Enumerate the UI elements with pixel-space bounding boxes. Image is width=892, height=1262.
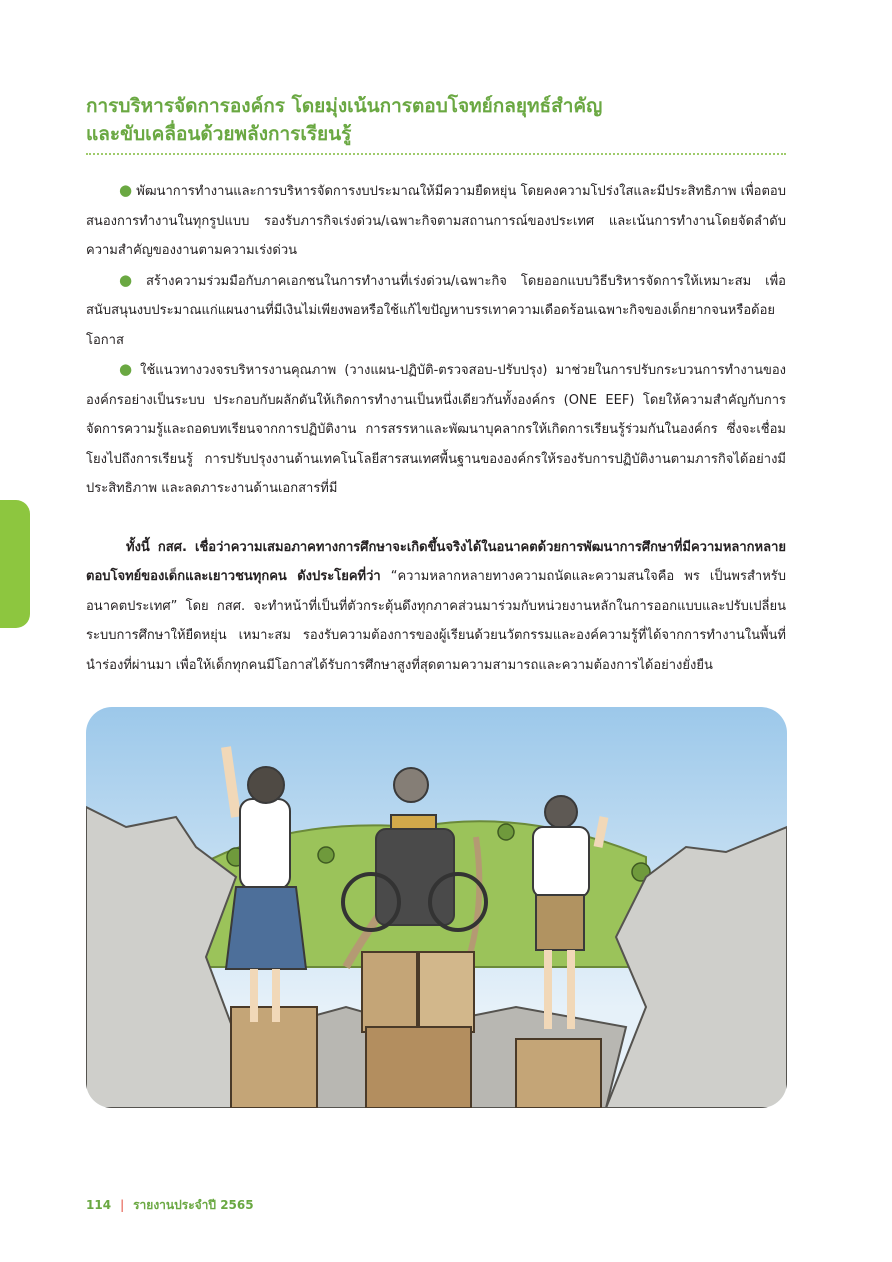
heading-line-2: และขับเคลื่อนด้วยพลังการเรียนรู้ xyxy=(86,123,352,145)
page-number: 114 xyxy=(86,1198,112,1212)
students-on-boxes-illustration xyxy=(86,707,787,1108)
side-tab-marker xyxy=(0,500,30,628)
bullet-paragraph-1 xyxy=(86,176,786,266)
green-bullet-icon: ● xyxy=(119,270,142,289)
page-footer xyxy=(86,1196,254,1215)
bullet-paragraph-2 xyxy=(86,266,786,356)
heading-line-1: การบริหารจัดการองค์กร โดยมุ่งเน้นการตอบโจทย์กลยุทธ์สำคัญ xyxy=(86,95,603,117)
bullet-text-2: สร้างความร่วมมือกับภาคเอกชนในการทำงานที่เร่งด่วน/เฉพาะกิจ โดยออกแบบวิธีบริหารจัดการให้เหมาะสม เพื่อสนับสนุนงบประมาณแก่แผนงานที่มีเงินไม่เพียงพอหรือใช้แก้ไขปัญหาบรรเทาความเดือดร้อนเฉพาะกิจของเด็กยากจนหรือด้อยโอกาส xyxy=(86,273,786,348)
footer-separator: | xyxy=(120,1198,125,1212)
closing-bold-lead: ทั้งนี้ กสศ. เชื่อว่าความเสมอภาคทางการศึกษาจะเกิดขึ้นจริงได้ในอนาคตด้วยการพัฒนาการศึกษาที่มีความหลากหลาย ตอบโจทย์ของเด็กและเยาวชนทุกคน ดังประโยคที่ว่า xyxy=(86,539,786,584)
closing-paragraph xyxy=(86,533,786,681)
green-bullet-icon: ● xyxy=(119,360,137,378)
body-text xyxy=(86,176,786,693)
section-heading xyxy=(86,92,796,148)
closing-quote: “ความหลากหลายทางความถนัดและความสนใจคือ พร เป็นพรสำหรับอนาคตประเทศ” xyxy=(86,569,786,614)
heading-divider xyxy=(86,153,786,155)
report-title: รายงานประจำปี 2565 xyxy=(133,1198,254,1212)
bullet-text-1: พัฒนาการทำงานและการบริหารจัดการงบประมาณให้มีความยืดหยุ่น โดยคงความโปร่งใสและมีประสิทธิภาพ เพื่อตอบสนองการทำงานในทุกรูปแบบ รองรับภารกิจเร่งด่วน/เฉพาะกิจตามสถานการณ์ของประเทศ และเน้นการทำงานโดยจัดลำดับความสำคัญของงานตามความเร่งด่วน xyxy=(86,184,786,258)
bullet-paragraph-3 xyxy=(86,355,786,504)
bullet-text-3: ใช้แนวทางวงจรบริหารงานคุณภาพ (วางแผน-ปฏิบัติ-ตรวจสอบ-ปรับปรุง) มาช่วยในการปรับกระบวนการทำงานขององค์กรอย่างเป็นระบบ ประกอบกับผลักดันให้เกิดการทำงานเป็นหนึ่งเดียวกันทั้งองค์กร (ONE EEF) โดยให้ความสำคัญกับการจัดการความรู้และถอดบทเรียนจากการปฏิบัติงาน การสรรหาและพัฒนาบุคลากรให้เกิดการเรียนรู้ร่วมกันในองค์กร ซึ่งจะเชื่อมโยงไปถึงการเรียนรู้ การปรับปรุงงานด้านเทคโนโลยีสารสนเทศพื้นฐานขององค์กรให้รองรับการปฏิบัติงานตามภารกิจได้อย่างมีประสิทธิภาพ และลดภาระงานด้านเอกสารที่มี xyxy=(86,363,786,496)
green-bullet-icon: ● xyxy=(119,181,133,199)
closing-rest: โดย กสศ. จะทำหน้าที่เป็นที่ตัวกระตุ้นดึงทุกภาคส่วนมาร่วมกับหน่วยงานหลักในการออกแบบและปรับเปลี่ยนระบบการศึกษาให้ยืดหยุ่น เหมาะสม รองรับความต้องการของผู้เรียนด้วยนวัตกรรมและองค์ความรู้ที่ได้จากการทำงานในพื้นที่นำร่องที่ผ่านมา เพื่อให้เด็กทุกคนมีโอกาสได้รับการศึกษาสูงที่สุดตามความสามารถและความต้องการได้อย่างยั่งยืน xyxy=(86,598,786,673)
